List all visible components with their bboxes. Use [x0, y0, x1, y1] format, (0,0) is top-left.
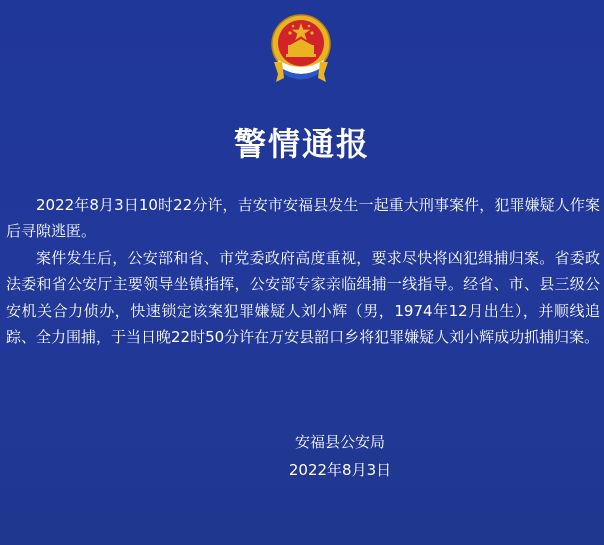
signature-org: 安福县公安局	[294, 433, 385, 451]
notice-body	[6, 192, 600, 350]
paragraph-2: 案件发生后，公安部和省、市党委政府高度重视，要求尽快将凶犯缉捕归案。省委政法委和省公安厅主要领导坐镇指挥，公安部专家亲临缉捕一线指导。经省、市、县三级公安机关合力侦办，快速锁定该案犯罪嫌疑人刘小辉（男，1974年12月出生），并顺线追踪、全力围捕，于当日晚22时50分许在万安县韶口乡将犯罪嫌疑人刘小辉成功抓捕归案。	[6, 248, 600, 347]
paragraph-1: 2022年8月3日10时22分许，吉安市安福县发生一起重大刑事案件，犯罪嫌疑人作案后寻隙逃匿。	[6, 196, 600, 241]
police-emblem-icon	[266, 12, 336, 88]
page-title: 警情通报	[233, 125, 370, 163]
signature-date: 2022年8月3日	[288, 461, 392, 479]
